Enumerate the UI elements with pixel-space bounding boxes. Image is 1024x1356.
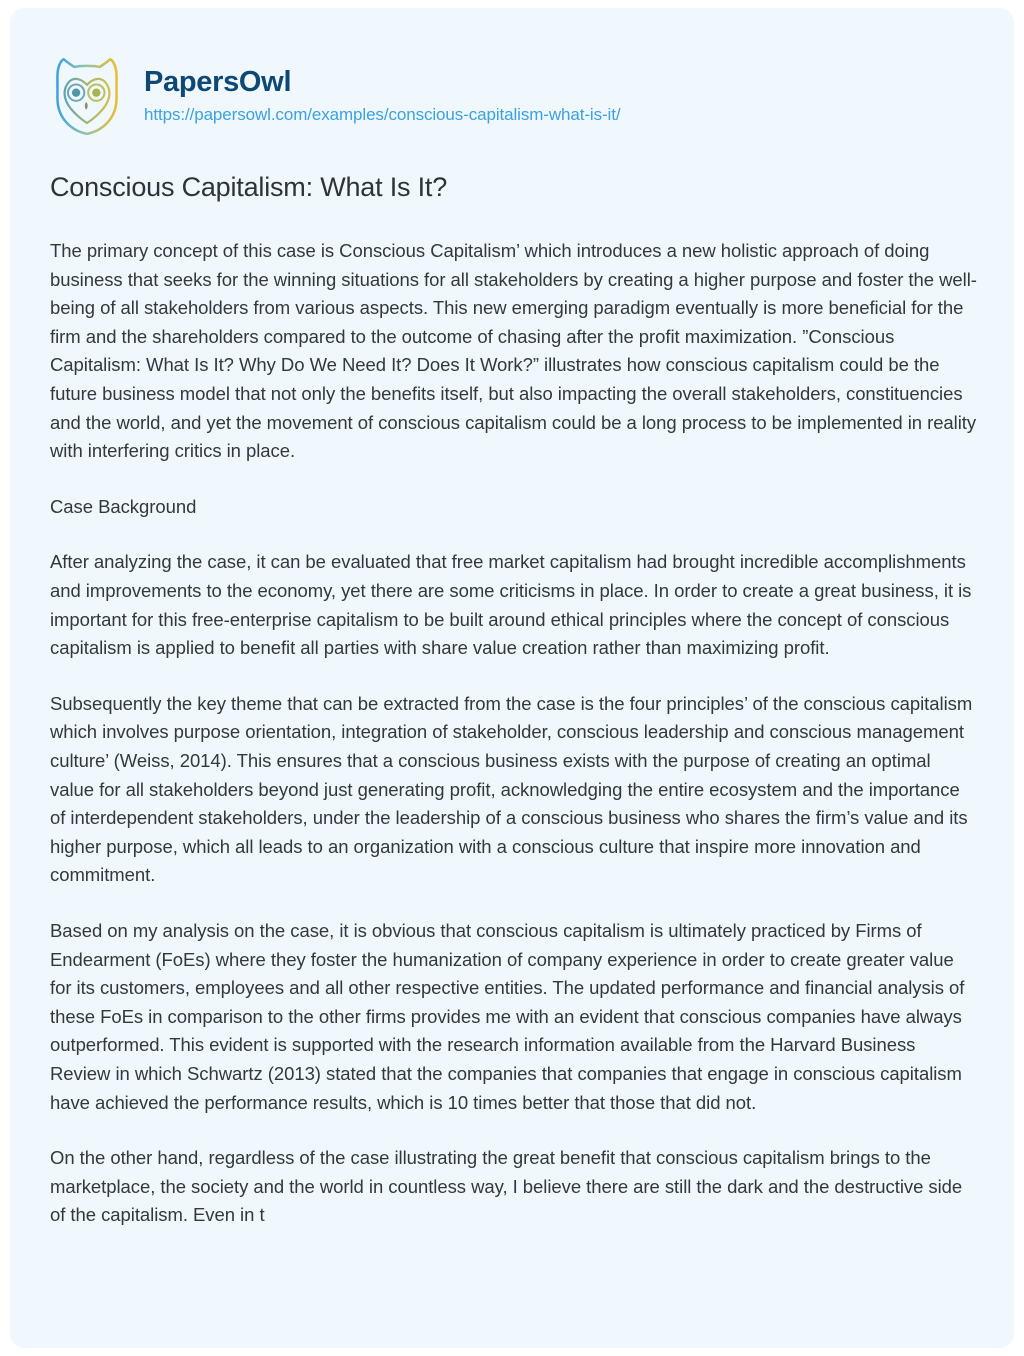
site-brand-header — [48, 53, 620, 137]
page-title: Conscious Capitalism: What Is It? — [50, 172, 448, 202]
section-heading-case-background: Case Background — [50, 495, 197, 517]
brand-name: PapersOwl — [144, 66, 292, 99]
paragraph-intro: The primary concept of this case is Conscious Capitalism’ which introduces a new holistic approach of doing business that seeks for the winning situations for all stakeholders by creating a higher purpose and foster the well-being of all stakeholders from various aspects. This new emerging paradigm eventually is more beneficial for the firm and the shareholders compared to the outcome of chasing after the profit maximization. ”Conscious Capitalism: What Is It? Why Do We Need It? Does It Work?” illustrates how conscious capitalism could be the future business model that not only the benefits itself, but also impacting the overall stakeholders, constituencies and the world, and yet the movement of conscious capitalism could be a long process to be implemented in reality with interfering critics in place. — [50, 240, 977, 462]
paragraph-four-principles: Subsequently the key theme that can be extracted from the case is the four principles’ of the conscious capitalism which involves purpose orientation, integration of stakeholder, conscious leadership and conscious management culture’ (Weiss, 2014). This ensures that a conscious business exists with the purpose of creating an optimal value for all stakeholders beyond just generating profit, acknowledging the entire ecosystem and the importance of interdependent stakeholders, under the leadership of a conscious business who shares the firm’s value and its higher purpose, which all leads to an organization with a conscious culture that inspire more innovation and commitment. — [50, 692, 973, 886]
paragraph-case-background: After analyzing the case, it can be evaluated that free market capitalism had brought incredible accomplishments and improvements to the economy, yet there are some criticisms in place. In order to create a great business, it is important for this free-enterprise capitalism to be built around ethical principles where the concept of conscious capitalism is applied to benefit all parties with share value creation rather than maximizing profit. — [50, 551, 972, 659]
brand-text-block — [144, 64, 620, 126]
document-card — [10, 8, 1014, 1348]
source-url-link[interactable]: https://papersowl.com/examples/conscious-capitalism-what-is-it/ — [144, 105, 621, 125]
owl-logo-icon — [48, 53, 126, 137]
paragraph-criticism: On the other hand, regardless of the case illustrating the great benefit that conscious capitalism brings to the marketplace, the society and the world in countless way, I believe there are still the dark and the destructive side of the capitalism. Even in t — [50, 1147, 963, 1226]
document-body — [50, 170, 978, 1230]
paragraph-firms-of-endearment: Based on my analysis on the case, it is obvious that conscious capitalism is ultimately practiced by Firms of Endearment (FoEs) where they foster the humanization of company experience in order to create greater value for its customers, employees and all other respective entities. The updated performance and financial analysis of these FoEs in comparison to the other firms provides me with an evident that conscious companies have always outperformed. This evident is supported with the research information available from the Harvard Business Review in which Schwartz (2013) stated that the companies that companies that engage in conscious capitalism have achieved the performance results, which is 10 times better that those that did not. — [50, 919, 965, 1113]
